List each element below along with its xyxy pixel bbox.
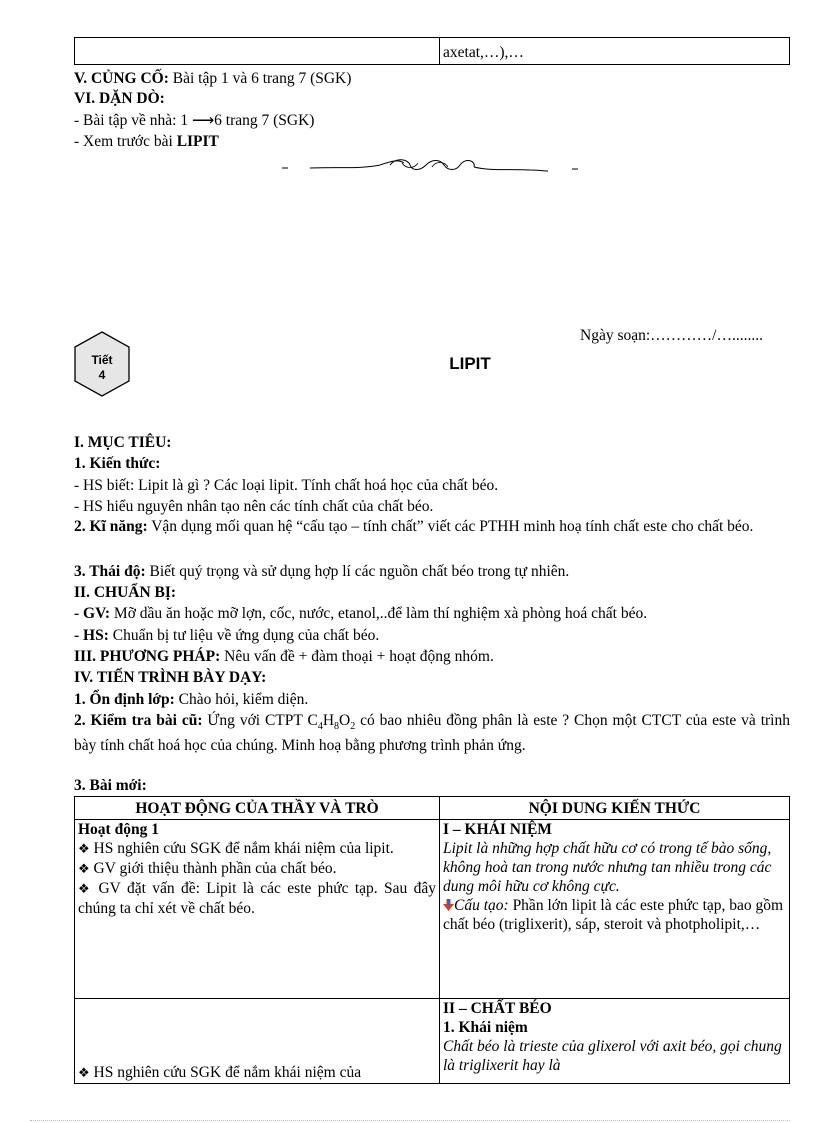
- objectives-heading: I. MỤC TIÊU:: [74, 434, 172, 451]
- diamond-bullet-icon: ❖: [78, 882, 93, 897]
- step-1-label: 1. Ổn định lớp:: [74, 691, 175, 708]
- preparation-hs-text: Chuẩn bị tư liệu về ứng dụng của chất béo.: [108, 627, 380, 644]
- formula-o-count: 2: [350, 721, 356, 733]
- page-bottom-rule: [74, 1083, 790, 1084]
- fat-definition: Chất béo là trieste của glixerol với axit béo, gọi chung là triglixerit hay là: [443, 1038, 782, 1074]
- skills-paragraph: [74, 517, 790, 536]
- diamond-bullet-icon: ❖: [78, 842, 90, 857]
- lesson-title: LIPIT: [449, 354, 491, 373]
- homework-item-1: - Bài tập về nhà: 1 ⟶6 trang 7 (SGK): [74, 112, 315, 129]
- lipid-structure: [443, 896, 786, 934]
- preparation-hs: [74, 626, 379, 645]
- procedure-step-2: [74, 711, 790, 755]
- activity-1-title: Hoạt động 1: [78, 821, 159, 838]
- formula-h-symbol: H: [322, 712, 335, 729]
- procedure-step-1: [74, 690, 308, 709]
- header-teacher-student-activity: HOẠT ĐỘNG CỦA THẦY VÀ TRÒ: [75, 797, 440, 820]
- homework-item-2: [74, 132, 219, 151]
- continued-table-row: [74, 37, 790, 65]
- activity-1-item-3-text: GV đặt vấn đề: Lipit là các este phức tạp. Sau đây chúng ta chỉ xét về chất béo.: [78, 880, 437, 917]
- homework-item-2-text: - Xem trước bài: [74, 133, 177, 150]
- activity-1-item-3: [78, 879, 436, 918]
- header-knowledge-content: NỘI DUNG KIẾN THỨC: [440, 797, 790, 820]
- row1-content-cell: [440, 820, 790, 999]
- new-lesson-heading: 3. Bài mới:: [74, 777, 147, 794]
- formula-c-count: 4: [317, 721, 323, 733]
- step-1-text: Chào hỏi, kiểm diện.: [174, 691, 309, 708]
- formula-o-symbol: O: [339, 712, 351, 729]
- page-footer-dotted-line: [30, 1120, 790, 1121]
- attitude-text: Biết quý trọng và sử dụng hợp lí các nguồn chất béo trong tự nhiên.: [145, 563, 570, 580]
- section-concept-title: I – KHÁI NIỆM: [443, 821, 552, 838]
- activity-1-item-1-text: HS nghiên cứu SGK để nắm khái niệm của lipit.: [89, 840, 394, 857]
- activity-1-item-1: [78, 839, 436, 859]
- preparation-hs-label: - HS:: [74, 627, 109, 644]
- section-consolidation-text: Bài tập 1 và 6 trang 7 (SGK): [168, 70, 352, 87]
- section-consolidation-heading: V. CỦNG CỐ:: [74, 70, 169, 87]
- section-fat-title: II – CHẤT BÉO: [443, 1000, 552, 1017]
- attitude-heading: 3. Thái độ:: [74, 563, 146, 580]
- procedure-heading: IV. TIẾN TRÌNH BÀY DẠY:: [74, 669, 267, 686]
- section-homework-heading: VI. DẶN DÒ:: [74, 90, 165, 107]
- lesson-label-text: Tiết: [91, 353, 113, 367]
- skills-text: Vận dụng mối quan hệ “cấu tạo – tính chất” viết các PTHH minh hoạ tính chất este cho chất béo.: [147, 518, 754, 535]
- step-2-text-b: có bao nhiêu đồng phân là este ? Chọn một CTCT của este và trình bày tính chất hoá học của chúng. Minh hoạ bằng phương trình phản ứng.: [74, 712, 790, 755]
- activity-1-item-2-text: GV giới thiệu thành phần của chất béo.: [89, 860, 337, 877]
- row2-content-cell: [440, 999, 790, 1084]
- preparation-heading: II. CHUẨN BỊ:: [74, 584, 177, 601]
- preparation-gv-text: Mỡ dầu ăn hoặc mỡ lợn, cốc, nước, etanol,..để làm thí nghiệm xà phòng hoá chất béo.: [110, 605, 648, 622]
- preparation-gv-label: - GV:: [74, 605, 111, 622]
- preparation-gv: [74, 604, 647, 623]
- activity-2-item-1-text: HS nghiên cứu SGK để nắm khái niệm của: [89, 1064, 362, 1081]
- formula-h-count: 8: [334, 721, 340, 733]
- knowledge-item-1: - HS biết: Lipit là gì ? Các loại lipit. Tính chất hoá học của chất béo.: [74, 477, 499, 494]
- table-column-divider: [439, 37, 440, 64]
- decorative-flourish-icon: [280, 153, 580, 177]
- attitude-paragraph: [74, 562, 569, 581]
- continued-cell-text: axetat,…),…: [443, 44, 524, 61]
- lipid-definition: Lipit là những hợp chất hữu cơ có trong tế bào sống, không hoà tan trong nước nhưng tan nhiều trong các dung môi hữu cơ không cực.: [443, 840, 772, 895]
- method-heading: III. PHƯƠNG PHÁP:: [74, 648, 221, 665]
- step-2-text-a: Ứng với CTPT C: [202, 712, 318, 729]
- activity-2-item-1: [78, 1063, 436, 1083]
- structure-label: Cấu tạo:: [454, 897, 509, 914]
- diamond-bullet-icon: ❖: [78, 862, 90, 877]
- structure-text: Phần lớn lipit là các este phức tạp, bao gồm chất béo (triglixerit), sáp, steroit và photpholipit,…: [443, 897, 784, 933]
- homework-item-2-bold: LIPIT: [176, 133, 219, 150]
- down-arrow-icon: [443, 899, 454, 911]
- knowledge-item-2: - HS hiểu nguyên nhân tạo nên các tính chất của chất béo.: [74, 498, 434, 515]
- step-2-label: 2. Kiểm tra bài cũ:: [74, 712, 203, 729]
- preparation-date: Ngày soạn:…………/…........: [580, 327, 763, 344]
- section-consolidation: [74, 69, 351, 88]
- method-line: [74, 647, 494, 666]
- lesson-number: 4: [98, 368, 106, 382]
- row1-activity-cell: [75, 820, 440, 999]
- method-text: Nêu vấn đề + đàm thoại + hoạt động nhóm.: [220, 648, 494, 665]
- diamond-bullet-icon: ❖: [78, 1066, 90, 1081]
- table-row: [75, 999, 790, 1084]
- fat-concept-subtitle: 1. Khái niệm: [443, 1019, 528, 1036]
- table-row: [75, 820, 790, 999]
- row2-activity-cell: [75, 999, 440, 1084]
- table-header-row: [75, 797, 790, 820]
- knowledge-heading: 1. Kiến thức:: [74, 455, 161, 472]
- lesson-activity-table: [74, 796, 790, 1083]
- skills-heading: 2. Kĩ năng:: [74, 518, 148, 535]
- activity-1-item-2: [78, 859, 436, 879]
